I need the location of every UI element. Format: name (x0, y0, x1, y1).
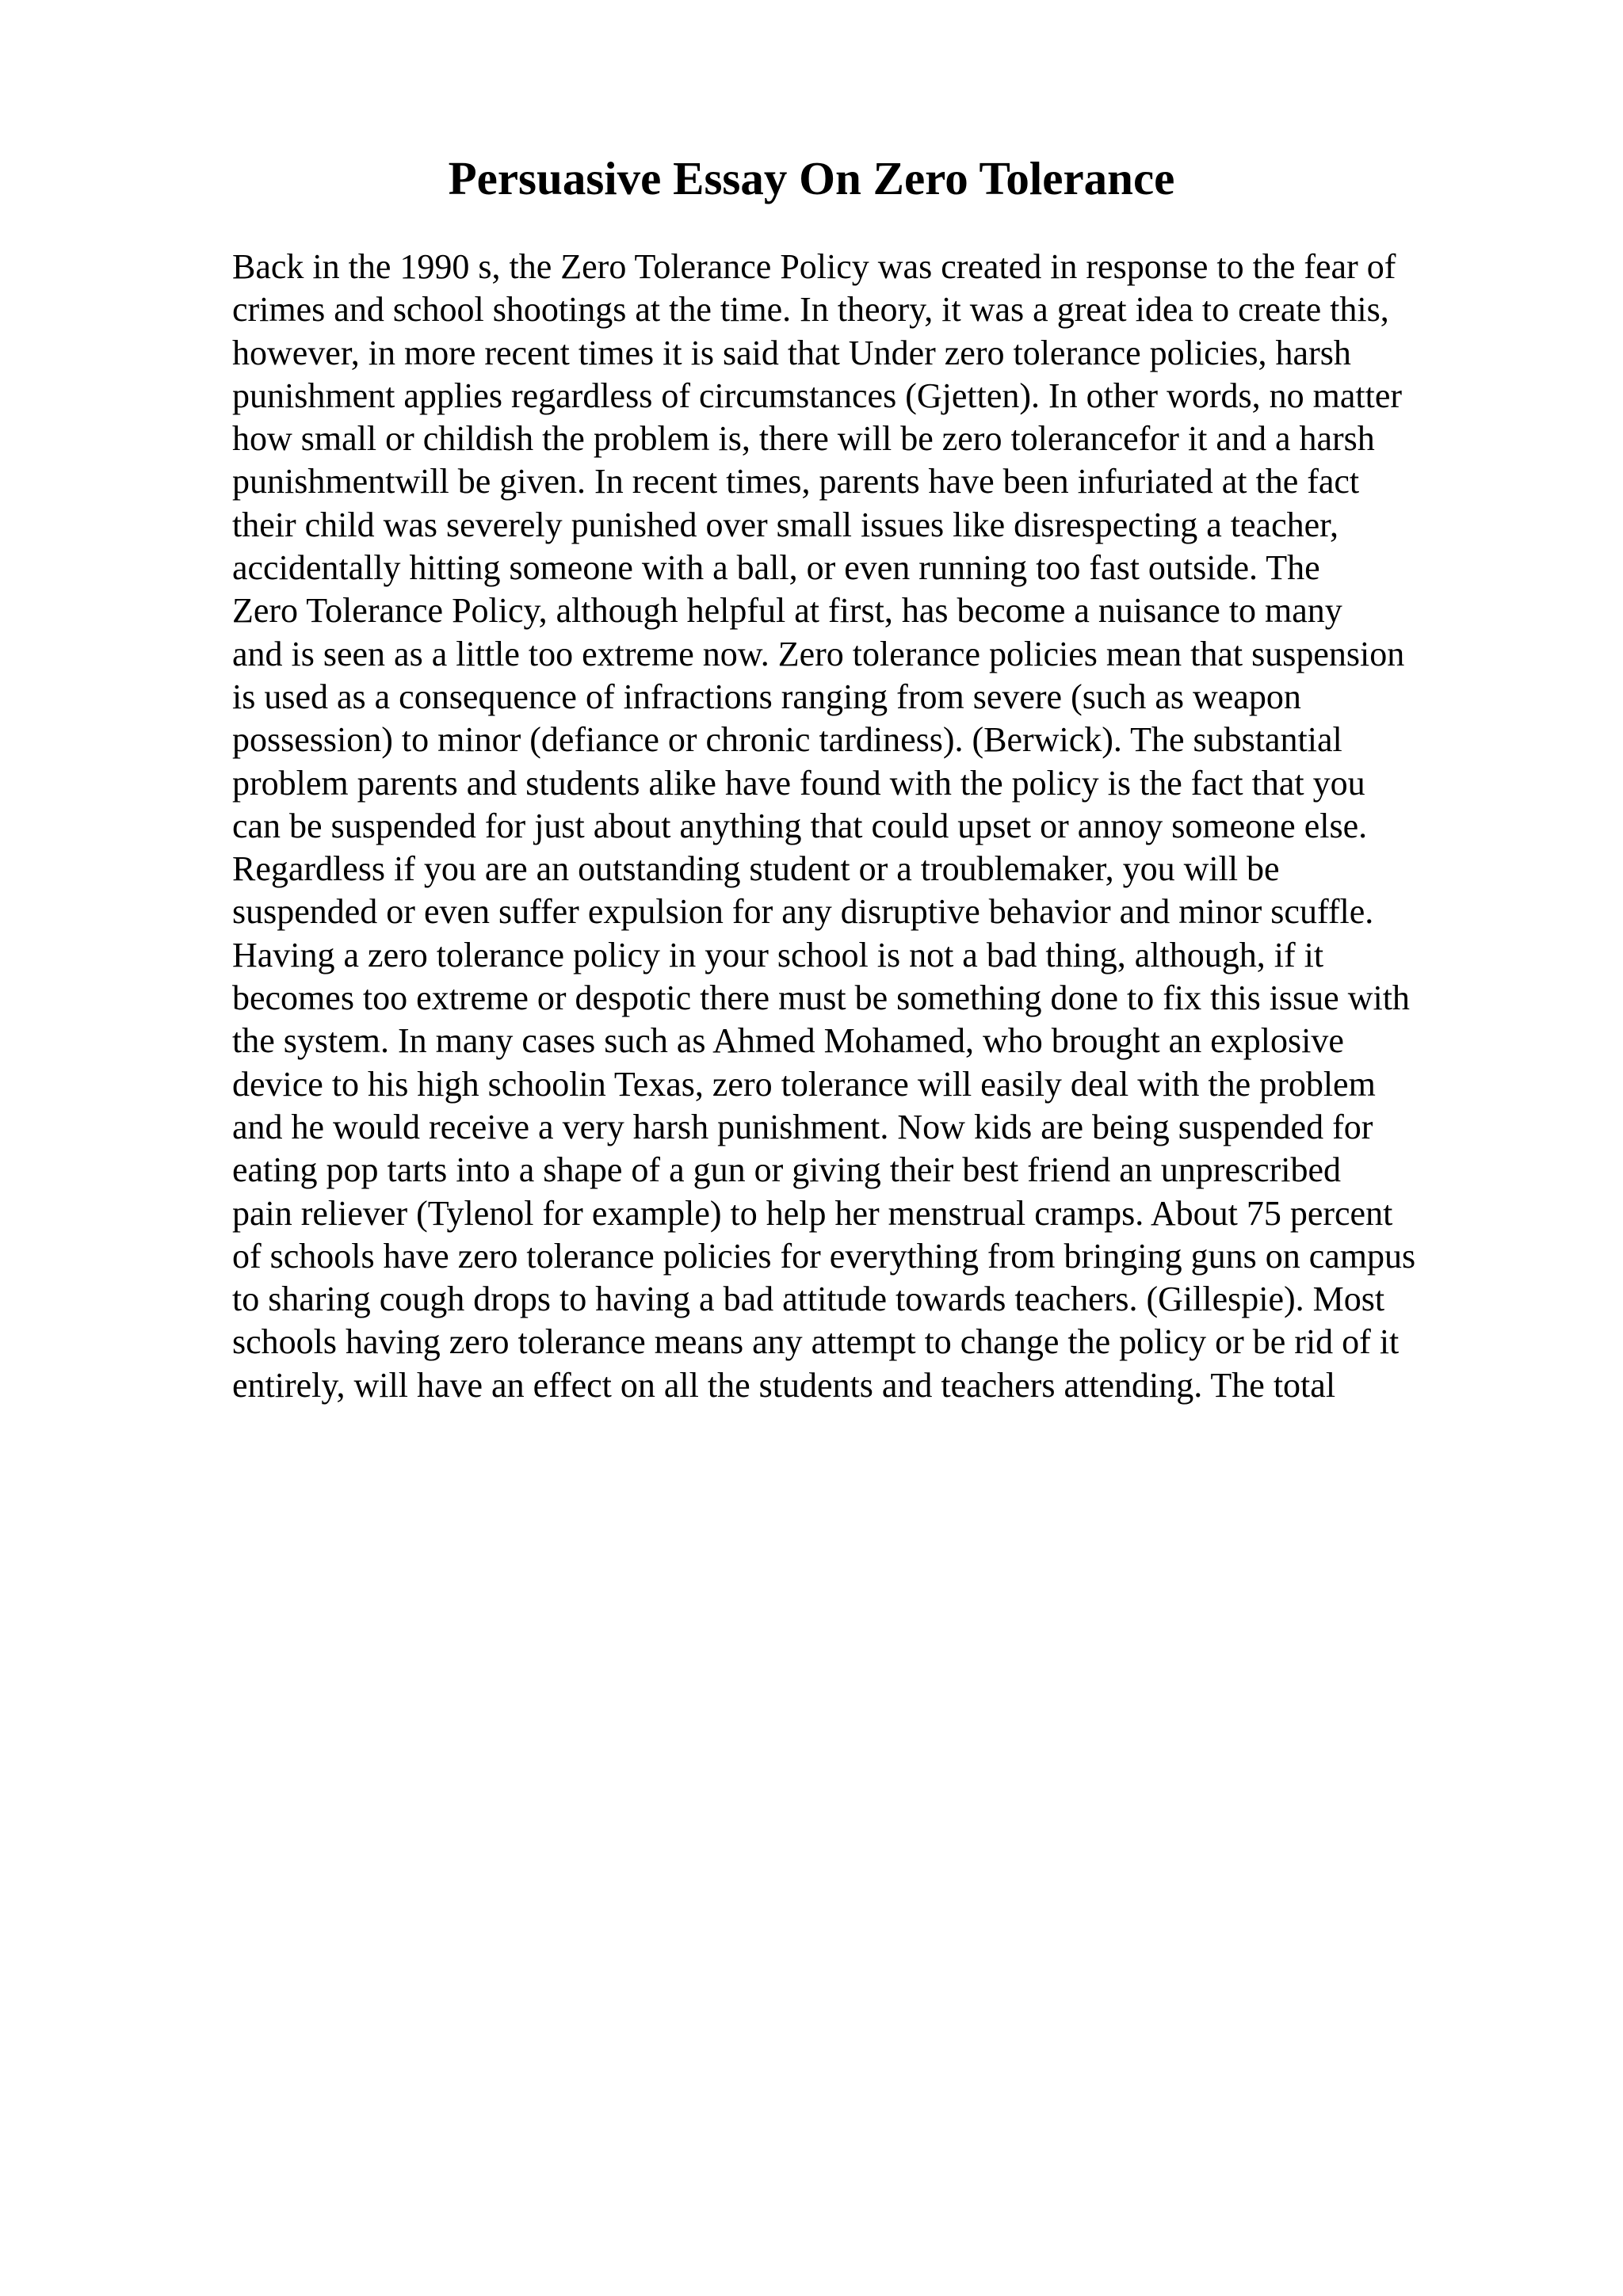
text-line: the system. In many cases such as Ahmed Mohamed, who brought an explosive (232, 1021, 1344, 1061)
text-line: and he would receive a very harsh punishment. Now kids are being suspended for (232, 1107, 1373, 1146)
text-line: pain reliever (Tylenol for example) to help her menstrual cramps. About 75 percent (232, 1193, 1393, 1233)
text-line: eating pop tarts into a shape of a gun or giving their best friend an unprescribed (232, 1150, 1342, 1190)
text-line: entirely, will have an effect on all the students and teachers attending. The total (232, 1365, 1336, 1405)
text-line: and is seen as a little too extreme now. Zero tolerance policies mean that suspension (232, 634, 1405, 673)
document-title: Persuasive Essay On Zero Tolerance (448, 152, 1175, 204)
text-line: schools having zero tolerance means any attempt to change the policy or be rid of it (232, 1322, 1400, 1362)
text-line: problem parents and students alike have found with the policy is the fact that you (232, 763, 1365, 803)
text-line: can be suspended for just about anything that could upset or annoy someone else. (232, 806, 1368, 845)
text-line: to sharing cough drops to having a bad attitude towards teachers. (Gillespie). Most (232, 1280, 1385, 1319)
text-line: suspended or even suffer expulsion for any disruptive behavior and minor scuffle. (232, 892, 1374, 932)
text-line: of schools have zero tolerance policies for everything from bringing guns on campus (232, 1236, 1416, 1276)
text-line: Zero Tolerance Policy, although helpful at first, has become a nuisance to many (232, 591, 1342, 631)
essay-body (232, 246, 1500, 1407)
text-line: crimes and school shootings at the time. In theory, it was a great idea to create this, (232, 290, 1389, 330)
text-line: becomes too extreme or despotic there must be something done to fix this issue with (232, 978, 1410, 1018)
text-line: Back in the 1990 s, the Zero Tolerance Policy was created in response to the fear of (232, 247, 1396, 286)
text-line: their child was severely punished over small issues like disrespecting a teacher, (232, 505, 1339, 544)
text-line: Having a zero tolerance policy in your school is not a bad thing, although, if it (232, 935, 1324, 974)
text-line: accidentally hitting someone with a ball, or even running too fast outside. The (232, 548, 1320, 588)
text-line: device to his high schoolin Texas, zero tolerance will easily deal with the problem (232, 1064, 1376, 1104)
text-line: Regardless if you are an outstanding student or a troublemaker, you will be (232, 849, 1280, 889)
text-line: how small or childish the problem is, there will be zero tolerancefor it and a harsh (232, 419, 1375, 459)
text-line: possession) to minor (defiance or chronic tardiness). (Berwick). The substantial (232, 720, 1342, 760)
text-line: punishment applies regardless of circumstances (Gjetten). In other words, no matter (232, 376, 1402, 415)
text-line: punishmentwill be given. In recent times, parents have been infuriated at the fact (232, 462, 1360, 502)
text-line: however, in more recent times it is said that Under zero tolerance policies, harsh (232, 333, 1351, 372)
text-line: is used as a consequence of infractions ranging from severe (such as weapon (232, 677, 1301, 716)
